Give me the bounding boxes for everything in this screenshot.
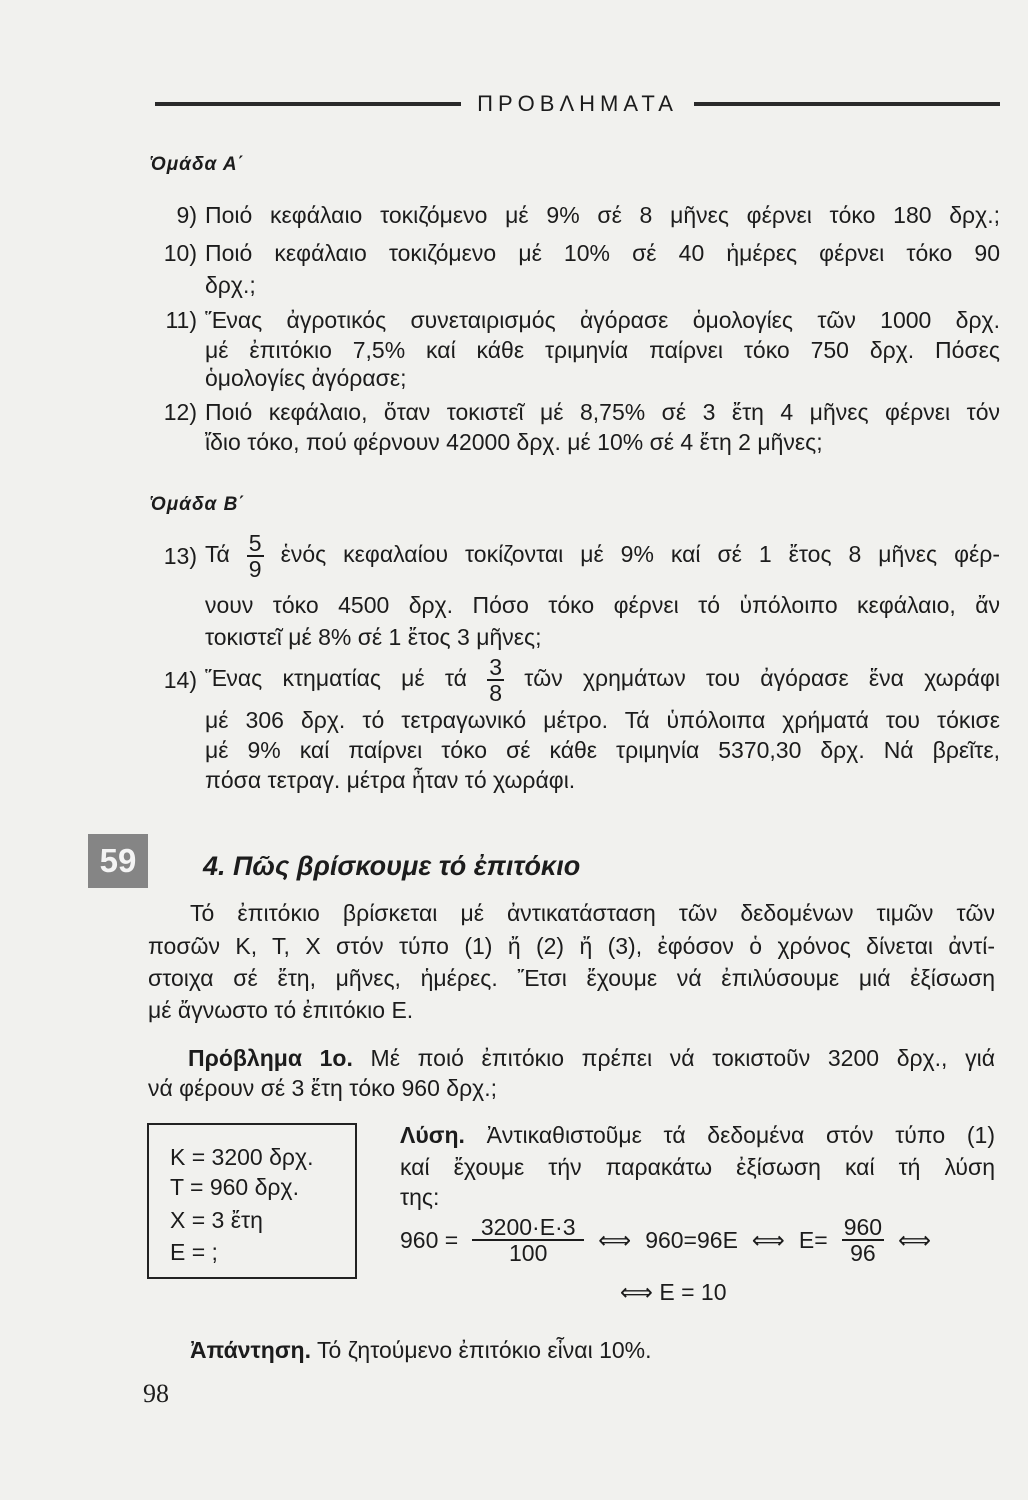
intro-line-4: μέ ἄγνωστο τό ἐπιτόκιο Ε. [148,997,414,1023]
solution-line-2: καί ἔχουμε τήν παρακάτω ἐξίσωση καί τή λύση [400,1154,995,1180]
problem-11-line-1: Ἕνας ἀγροτικός συνεταιρισμός ἀγόρασε ὁμολογίες τῶν 1000 δρχ. [205,307,1000,333]
fraction-denominator: 96 [842,1239,884,1265]
fraction-numerator: 3200·Ε·3 [480,1214,576,1240]
answer-line [190,1335,652,1365]
fraction-numerator: 960 [843,1214,883,1240]
given-time: Χ = 3 ἔτη [170,1207,263,1233]
problem-14-number: 14) [163,667,197,693]
section-heading: 4. Πῶς βρίσκουμε τό ἐπιτόκιο [203,851,581,881]
problem-13-line-1-before: Τά [205,541,230,568]
problem-10-line-2: δρχ.; [205,272,256,298]
problem-14-line-1-after: τῶν χρημάτων του ἀγόρασε ἕνα χωράφι [524,665,1001,692]
problem-14-line-2: μέ 306 δρχ. τό τετραγωνικό μέτρο. Τά ὑπόλοιπα χρήματά του τόκισε [205,707,1000,733]
section-header [155,90,1000,118]
problem-12-number: 12) [163,399,197,425]
fraction-denominator: 8 [489,680,502,706]
group-a-title: Ὁμάδα Α΄ [150,154,245,175]
problem-12-line-2: ἴδιο τόκο, πού φέρνουν 42000 δρχ. μέ 10% σέ 4 ἔτη 2 μῆνες; [205,429,823,455]
problem-9-line-1: Ποιό κεφάλαιο τοκιζόμενο μέ 9% σέ 8 μῆνες φέρνει τόκο 180 δρχ.; [205,202,1000,228]
problem-10-line-1: Ποιό κεφάλαιο τοκιζόμενο μέ 10% σέ 40 ἡμέρες φέρνει τόκο 90 [205,240,1000,266]
equivalence-arrow: ⟺ [898,1226,932,1253]
example-label: Πρόβλημα 1ο. [188,1045,353,1071]
problem-10-number: 10) [163,240,197,266]
fraction-denominator: 9 [248,556,262,582]
header-title: ΠΡΟΒΛΗΜΑΤΑ [477,91,678,116]
problem-13-line-2: νουν τόκο 4500 δρχ. Πόσο τόκο φέρνει τό ὑπόλοιπο κεφάλαιο, ἄν [205,592,1000,618]
problem-13-line-1 [205,531,1000,581]
equation-line-1 [400,1215,931,1265]
fraction-numerator: 3 [489,654,502,680]
problem-11-line-3: ὁμολογίες ἀγόρασε; [205,365,407,391]
page-number: 98 [143,1379,169,1408]
equation-fraction-1 [472,1215,584,1265]
problem-11-line-2: μέ ἐπιτόκιο 7,5% καί κάθε τριμηνία παίρνει τόκο 750 δρχ. Πόσες [205,337,1000,363]
problem-12-line-1: Ποιό κεφάλαιο, ὅταν τοκιστεῖ μέ 8,75% σέ 3 ἔτη 4 μῆνες φέρνει τόν [205,399,1000,425]
problem-13-line-3: τοκιστεῖ μέ 8% σέ 1 ἔτος 3 μῆνες; [205,624,542,650]
problem-14-line-4: πόσα τετραγ. μέτρα ἦταν τό χωράφι. [205,767,576,793]
fraction-denominator: 100 [472,1239,584,1265]
group-b-title: Ὁμάδα Β΄ [150,494,246,515]
equivalence-arrow: ⟺ [751,1226,785,1253]
problem-9-number: 9) [176,202,197,228]
equation-step-1: 960=96Ε [645,1226,738,1253]
problem-14-line-1 [205,655,1000,705]
given-interest: Τ = 960 δρχ. [170,1174,299,1200]
section-number-badge: 59 [88,834,148,888]
problem-13-number: 13) [163,543,197,569]
fraction-five-ninths [247,531,264,581]
example-line-1-text: Μέ ποιό ἐπιτόκιο πρέπει νά τοκιστοῦν 3200 δρχ., γιά [370,1045,996,1071]
equation-result: ⟺ Ε = 10 [620,1279,727,1305]
problem-11-number: 11) [165,307,197,333]
given-values-box [147,1123,357,1279]
fraction-three-eighths [487,655,504,705]
example-line-1 [188,1043,995,1073]
problem-14-line-1-before: Ἕνας κτηματίας μέ τά [205,665,467,692]
header-rule-right [694,102,1000,106]
example-line-2: νά φέρουν σέ 3 ἔτη τόκο 960 δρχ.; [148,1075,498,1101]
solution-label: Λύση. [400,1122,465,1148]
intro-line-3: στοιχα σέ ἔτη, μῆνες, ἡμέρες. Ἔτσι ἔχουμε νά ἐπιλύσουμε μιά ἐξίσωση [148,965,995,991]
equation-fraction-2 [842,1215,884,1265]
equation-step-2-lhs: Ε= [798,1226,828,1253]
fraction-numerator: 5 [248,530,262,556]
intro-line-2: ποσῶν Κ, Τ, Χ στόν τύπο (1) ἤ (2) ἤ (3), ἐφόσον ὁ χρόνος δίνεται ἀντί- [148,933,995,959]
answer-text: Τό ζητούμενο ἐπιτόκιο εἶναι 10%. [316,1337,652,1363]
answer-label: Ἀπάντηση. [190,1337,311,1363]
equivalence-arrow: ⟺ [598,1226,632,1253]
solution-line-3: της: [400,1184,440,1210]
equation-lhs: 960 = [400,1226,459,1253]
solution-line-1 [400,1120,995,1150]
intro-line-1: Τό ἐπιτόκιο βρίσκεται μέ ἀντικατάσταση τῶν δεδομένων τιμῶν τῶν [190,900,995,926]
problem-13-line-1-after: ἑνός κεφαλαίου τοκίζονται μέ 9% καί σέ 1 ἔτος 8 μῆνες φέρ- [280,541,1001,568]
header-rule-left [155,102,461,106]
solution-line-1-text: Ἀντικαθιστοῦμε τά δεδομένα στόν τύπο (1) [486,1122,995,1148]
problem-14-line-3: μέ 9% καί παίρνει τόκο σέ κάθε τριμηνία 5370,30 δρχ. Νά βρεῖτε, [205,737,1000,763]
given-rate-unknown: Ε = ; [170,1239,218,1265]
given-capital: Κ = 3200 δρχ. [170,1144,314,1170]
